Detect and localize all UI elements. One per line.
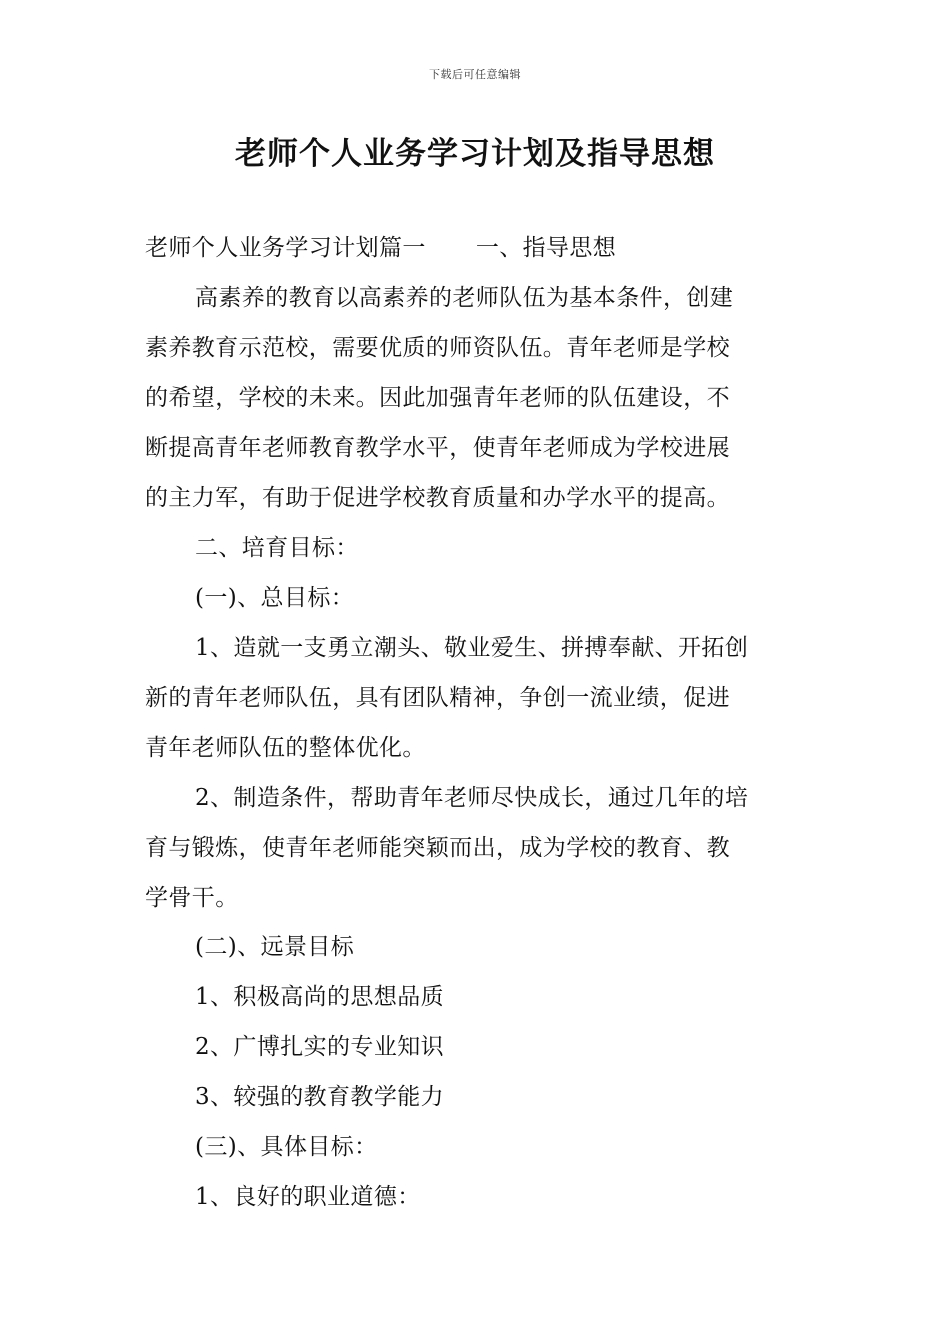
- paragraph-line: 育与锻炼，使青年老师能突颖而出，成为学校的教育、教: [145, 835, 730, 861]
- section-label: 老师个人业务学习计划篇一: [145, 235, 426, 261]
- section-heading-line: [145, 233, 810, 263]
- subsection-heading: (三)、具体目标：: [195, 1134, 378, 1160]
- paragraph-line: 断提高青年老师教育教学水平，使青年老师成为学校进展: [145, 435, 730, 461]
- paragraph-line: 青年老师队伍的整体优化。: [145, 735, 426, 761]
- list-item: 1、积极高尚的思想品质: [195, 984, 445, 1010]
- section-heading: 二、培育目标：: [195, 535, 359, 561]
- subsection-heading: (二)、远景目标: [195, 934, 355, 960]
- document-title: 老师个人业务学习计划及指导思想: [235, 136, 715, 172]
- paragraph-line: 高素养的教育以高素养的老师队伍为基本条件，创建: [195, 285, 734, 311]
- paragraph-line: 素养教育示范校，需要优质的师资队伍。青年老师是学校: [145, 335, 730, 361]
- subsection-heading: (一)、总目标：: [195, 585, 355, 611]
- list-item: 2、广博扎实的专业知识: [195, 1034, 445, 1060]
- paragraph-line: 1、造就一支勇立潮头、敬业爱生、拼搏奉献、开拓创: [195, 635, 749, 661]
- paragraph-line: 学骨干。: [145, 885, 239, 911]
- paragraph-line: 新的青年老师队伍，具有团队精神，争创一流业绩，促进: [145, 685, 730, 711]
- paragraph-line: 2、制造条件，帮助青年老师尽快成长，通过几年的培: [195, 785, 749, 811]
- list-item: 1、良好的职业道德：: [195, 1184, 421, 1210]
- paragraph-line: 的希望，学校的未来。因此加强青年老师的队伍建设，不: [145, 385, 730, 411]
- paragraph-line: 的主力军，有助于促进学校教育质量和办学水平的提高。: [145, 485, 730, 511]
- download-note: 下载后可任意编辑: [429, 68, 521, 81]
- guiding-ideology-heading: 一、指导思想: [475, 235, 617, 261]
- list-item: 3、较强的教育教学能力: [195, 1084, 445, 1110]
